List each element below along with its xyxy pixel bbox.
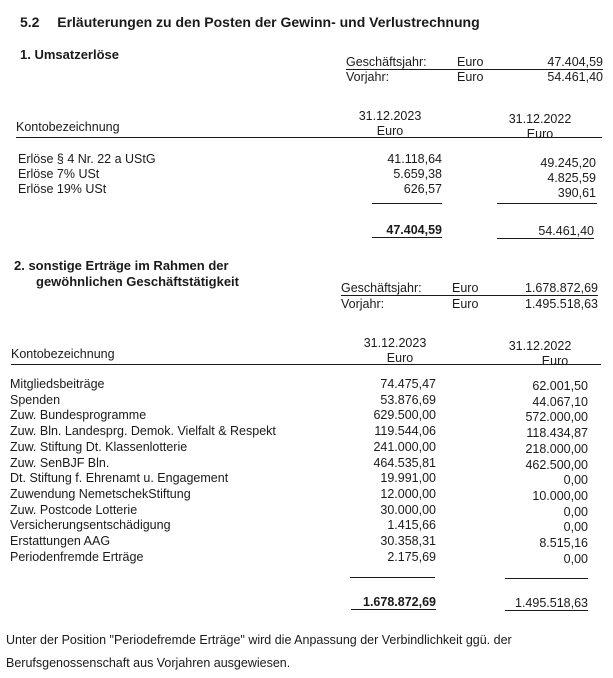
row-value-2022: 118.434,87 [526, 426, 588, 441]
row-value-2022: 0,00 [563, 551, 588, 566]
umsatz-heading: 1. Umsatzerlöse [20, 47, 119, 62]
row-value-2023: 119.544,06 [374, 424, 436, 439]
sonstige-col2-date: 31.12.2022 [508, 339, 572, 353]
row-label: Spenden [10, 392, 61, 407]
umsatz-total-2022-underline [497, 238, 594, 239]
sonstige-total-2022-underline [505, 610, 588, 611]
sonstige-heading-line2: gewöhnlichen Geschäftstätigkeit [36, 274, 239, 289]
sonstige-col2-unit: Euro [541, 354, 569, 368]
row-label: Zuwendung NemetschekStiftung [10, 486, 191, 501]
row-label: Dt. Stiftung f. Ehrenamt u. Engagement [10, 471, 229, 486]
row-label: Erlöse 7% USt [18, 167, 100, 181]
row-value-2022: 390,61 [557, 186, 596, 200]
umsatz-col1-date: 31.12.2023 [358, 109, 422, 123]
row-value-2023: 19.991,00 [380, 471, 436, 486]
section-title [20, 15, 480, 29]
row-value-2023: 53.876,69 [380, 392, 436, 407]
umsatz-total-2023: 47.404,59 [386, 223, 442, 237]
row-value-2022: 0,00 [563, 520, 588, 535]
row-value-2023: 241.000,00 [373, 439, 436, 454]
sonstige-total-2023-underline [351, 609, 436, 610]
sonstige-vj-value: 1.495.518,63 [525, 297, 598, 311]
row-label: Erstattungen AAG [10, 534, 111, 548]
row-value-2023: 12.000,00 [380, 486, 436, 501]
row-value-2023: 74.475,47 [380, 377, 436, 391]
footnote-line1: Unter der Position "Periodefremde Erträge" wird die Anpassung der Verbindlichkeit ggü. der [6, 633, 512, 647]
umsatz-col2-unit: Euro [526, 127, 554, 141]
umsatz-gj-value: 47.404,59 [547, 55, 603, 69]
umsatz-gj-label: Geschäftsjahr: [346, 55, 427, 69]
row-label: Erlöse 19% USt [18, 182, 107, 196]
row-value-2023: 2.175,69 [387, 549, 436, 564]
umsatz-col1-unit: Euro [376, 124, 404, 138]
umsatz-total-2022: 54.461,40 [538, 224, 594, 238]
row-value-2022: 8.515,16 [539, 536, 588, 550]
umsatz-col1-sum-rule [372, 203, 442, 204]
row-value-2022: 44.067,10 [532, 394, 588, 409]
umsatz-vj-value: 54.461,40 [547, 70, 603, 84]
umsatz-col2-sum-rule [497, 203, 597, 204]
row-value-2022: 0,00 [563, 504, 588, 519]
row-value-2022: 462.500,00 [525, 457, 588, 472]
sonstige-col2-sum-rule [505, 578, 588, 579]
sonstige-col1-date: 31.12.2023 [363, 336, 427, 350]
sonstige-col-header-label: Kontobezeichnung [11, 347, 115, 361]
row-value-2023: 30.358,31 [380, 534, 436, 548]
row-value-2022: 62.001,50 [532, 379, 588, 393]
row-label: Zuw. Bundesprogramme [10, 408, 147, 423]
sonstige-total-2022: 1.495.518,63 [515, 596, 588, 610]
row-value-2023: 464.535,81 [373, 455, 436, 470]
row-label: Zuw. Stiftung Dt. Klassenlotterie [10, 439, 188, 454]
umsatz-vj-unit: Euro [457, 70, 484, 84]
sonstige-gj-label: Geschäftsjahr: [341, 281, 422, 295]
umsatz-header-rule [16, 137, 602, 138]
sonstige-col1-unit: Euro [386, 351, 414, 365]
row-label: Zuw. Postcode Lotterie [10, 502, 138, 517]
sonstige-vj-label: Vorjahr: [341, 297, 385, 311]
row-label: Periodenfremde Erträge [10, 549, 144, 564]
row-value-2022: 4.825,59 [547, 171, 596, 185]
section-number: 5.2 [20, 14, 40, 30]
umsatz-total-2023-underline [372, 237, 442, 238]
footnote-line2: Berufsgenossenschaft aus Vorjahren ausgewiesen. [6, 656, 291, 670]
row-value-2023: 1.415,66 [387, 518, 436, 533]
row-value-2022: 0,00 [563, 473, 588, 488]
row-label: Versicherungsentschädigung [10, 518, 171, 533]
row-label: Zuw. SenBJF Bln. [10, 455, 110, 470]
row-value-2023: 30.000,00 [380, 502, 436, 517]
umsatz-gj-unit: Euro [457, 55, 484, 69]
row-value-2023: 41.118,64 [387, 152, 442, 166]
umsatz-vj-label: Vorjahr: [346, 70, 390, 84]
sonstige-vj-unit: Euro [452, 297, 479, 311]
sonstige-summary-rule [341, 295, 598, 296]
sonstige-total-2023: 1.678.872,69 [363, 595, 436, 609]
row-value-2023: 5.659,38 [393, 167, 442, 181]
sonstige-gj-value: 1.678.872,69 [525, 281, 598, 295]
row-value-2023: 626,57 [403, 182, 442, 196]
row-value-2022: 10.000,00 [532, 488, 588, 503]
row-value-2023: 629.500,00 [373, 408, 436, 423]
sonstige-gj-unit: Euro [452, 281, 479, 295]
umsatz-col2-date: 31.12.2022 [508, 112, 572, 126]
umsatz-col-header-label: Kontobezeichnung [16, 120, 120, 134]
sonstige-header-rule [11, 364, 601, 365]
row-label: Erlöse § 4 Nr. 22 a UStG [18, 152, 156, 166]
sonstige-heading-line1: 2. sonstige Erträge im Rahmen der [14, 258, 229, 273]
section-title-text: Erläuterungen zu den Posten der Gewinn- und Verlustrechnung [57, 14, 480, 30]
sonstige-col1-sum-rule [350, 577, 435, 578]
row-label: Zuw. Bln. Landesprg. Demok. Vielfalt & Respekt [10, 424, 276, 439]
row-value-2022: 218.000,00 [525, 441, 588, 456]
row-value-2022: 49.245,20 [540, 156, 596, 170]
row-label: Mitgliedsbeiträge [10, 377, 105, 391]
row-value-2022: 572.000,00 [525, 410, 588, 425]
